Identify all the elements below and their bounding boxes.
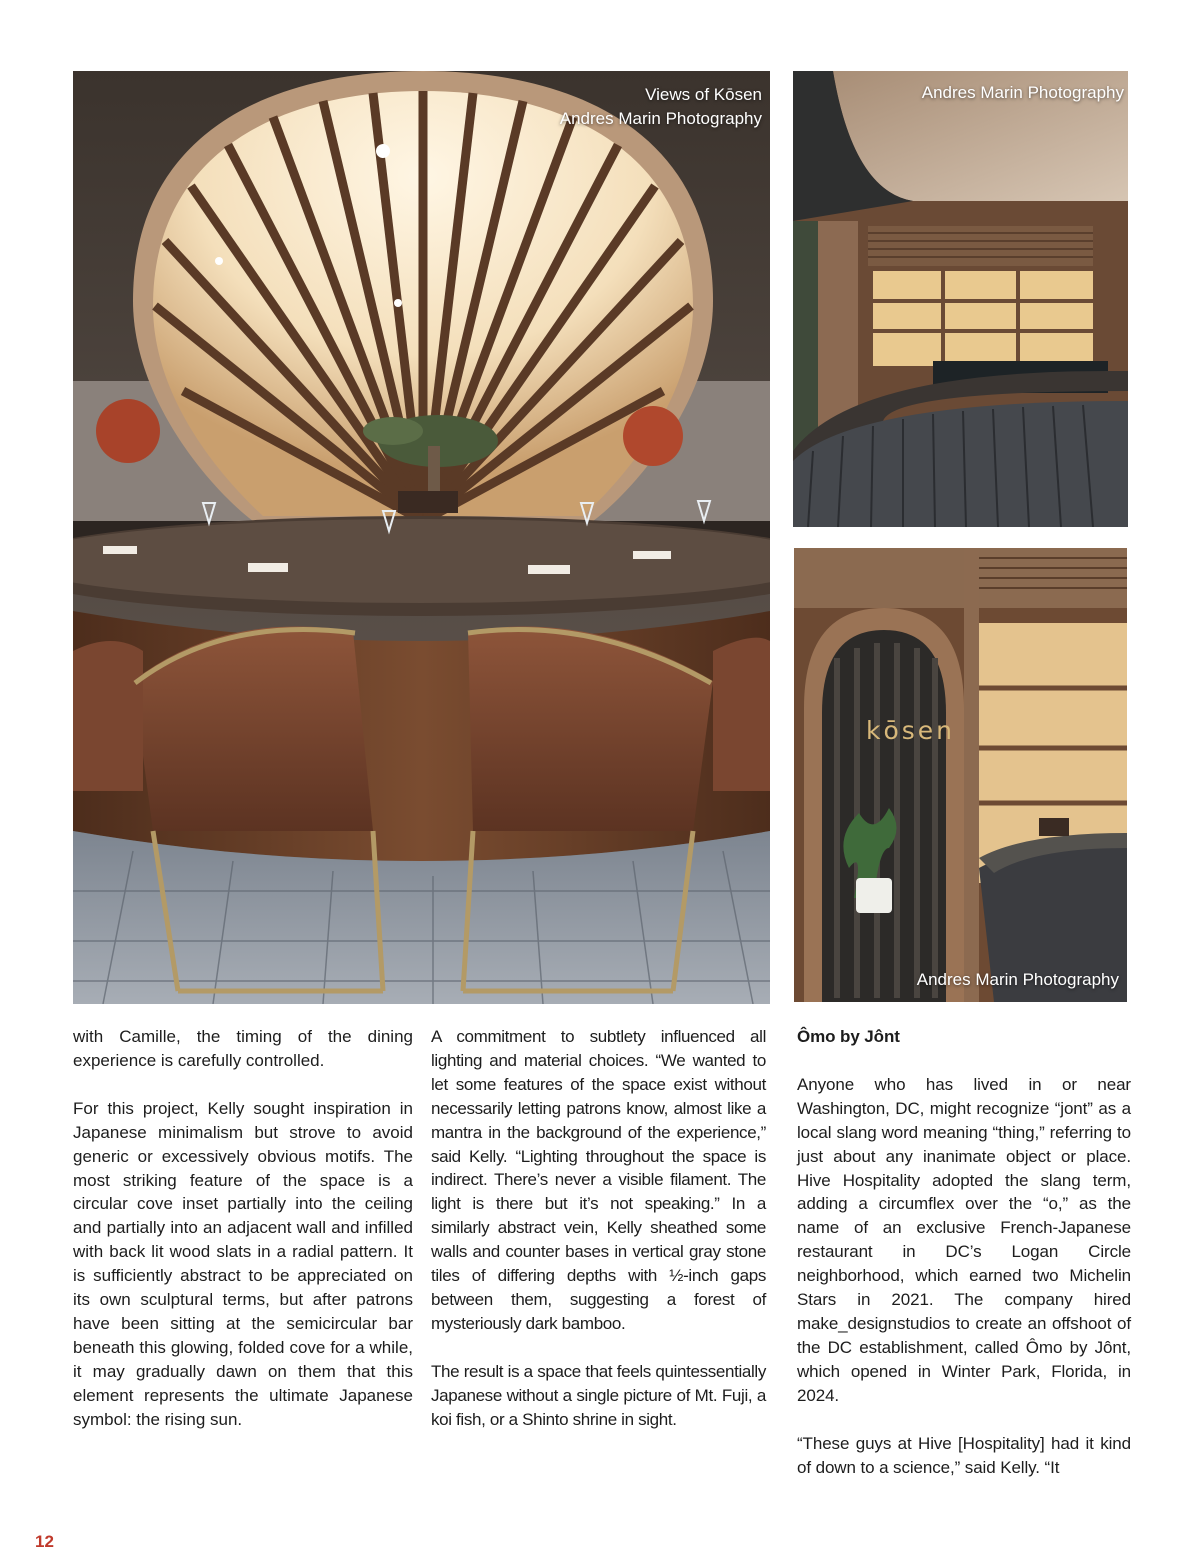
photo-bottom-right-entrance <box>794 548 1127 1002</box>
bottom-right-photo-credit: Andres Marin Photography <box>916 970 1119 989</box>
paragraph: For this project, Kelly sought inspiration in Japanese minimalism but strove to avoid generic or excessively obvious motifs. The most striking feature of the space is a circular cove inset partially into the ceiling and partially into an adjacent wall and infilled with back lit wood slats in a radial pattern. It is sufficiently abstract to be appreciated on its own sculptural terms, but after patrons have been sitting at the semicircular bar beneath this glowing, folded cove for a while, it may gradually dawn on them that this element represents the ultimate Japanese symbol: the rising sun. <box>73 1098 413 1429</box>
main-photo-illustration <box>73 71 770 1004</box>
top-right-photo-illustration <box>793 71 1128 527</box>
top-right-photo-credit: Andres Marin Photography <box>921 83 1124 102</box>
main-photo-caption-block <box>560 83 762 131</box>
text-column-3 <box>797 1025 1131 1503</box>
text-column-1 <box>73 1025 413 1456</box>
section-heading: Ômo by Jônt <box>797 1027 900 1046</box>
paragraph: The result is a space that feels quintessentially Japanese without a single picture of Mt. Fuji, a koi fish, or a Shinto shrine in sight. <box>431 1361 766 1429</box>
paragraph: “These guys at Hive [Hospitality] had it kind of down to a science,” said Kelly. “It <box>797 1433 1131 1477</box>
bottom-right-photo-illustration <box>794 548 1127 1002</box>
page-number: 12 <box>35 1532 54 1551</box>
photo-top-right-bar-shelves <box>793 71 1128 527</box>
main-photo-credit: Andres Marin Photography <box>559 109 762 128</box>
text-column-2 <box>431 1025 766 1456</box>
paragraph: with Camille, the timing of the dining experience is carefully controlled. <box>73 1027 413 1070</box>
photo-main-bar-interior <box>73 71 770 1004</box>
paragraph: A commitment to subtlety influenced all lighting and material choices. “We wanted to let some features of the space exist without necessarily letting patrons know, almost like a mantra in the background of the experience,” said Kelly. “Lighting throughout the space is indirect. There’s never a visible filament. The light is there but it’s not speaking.” In a similarly abstract vein, Kelly sheathed some walls and counter bases in vertical gray stone tiles of differing depths with ½-inch gaps between them, suggesting a forest of mysteriously dark bamboo. <box>431 1027 766 1333</box>
kosen-sign: kōsen <box>866 716 956 745</box>
main-photo-caption: Views of Kōsen <box>645 85 762 104</box>
paragraph: Anyone who has lived in or near Washington, DC, might recognize “jont” as a local slang word meaning “thing,” referring to just about any inanimate object or place. Hive Hospitality adopted the slang term, adding a circumflex over the “o,” as the name of an exclusive French-Japanese restaurant in DC’s Logan Circle neighborhood, which earned two Michelin Stars in 2021. The company hired make_designstudios to create an offshoot of the DC establishment, called Ômo by Jônt, which opened in Winter Park, Florida, in 2024. <box>797 1074 1131 1405</box>
